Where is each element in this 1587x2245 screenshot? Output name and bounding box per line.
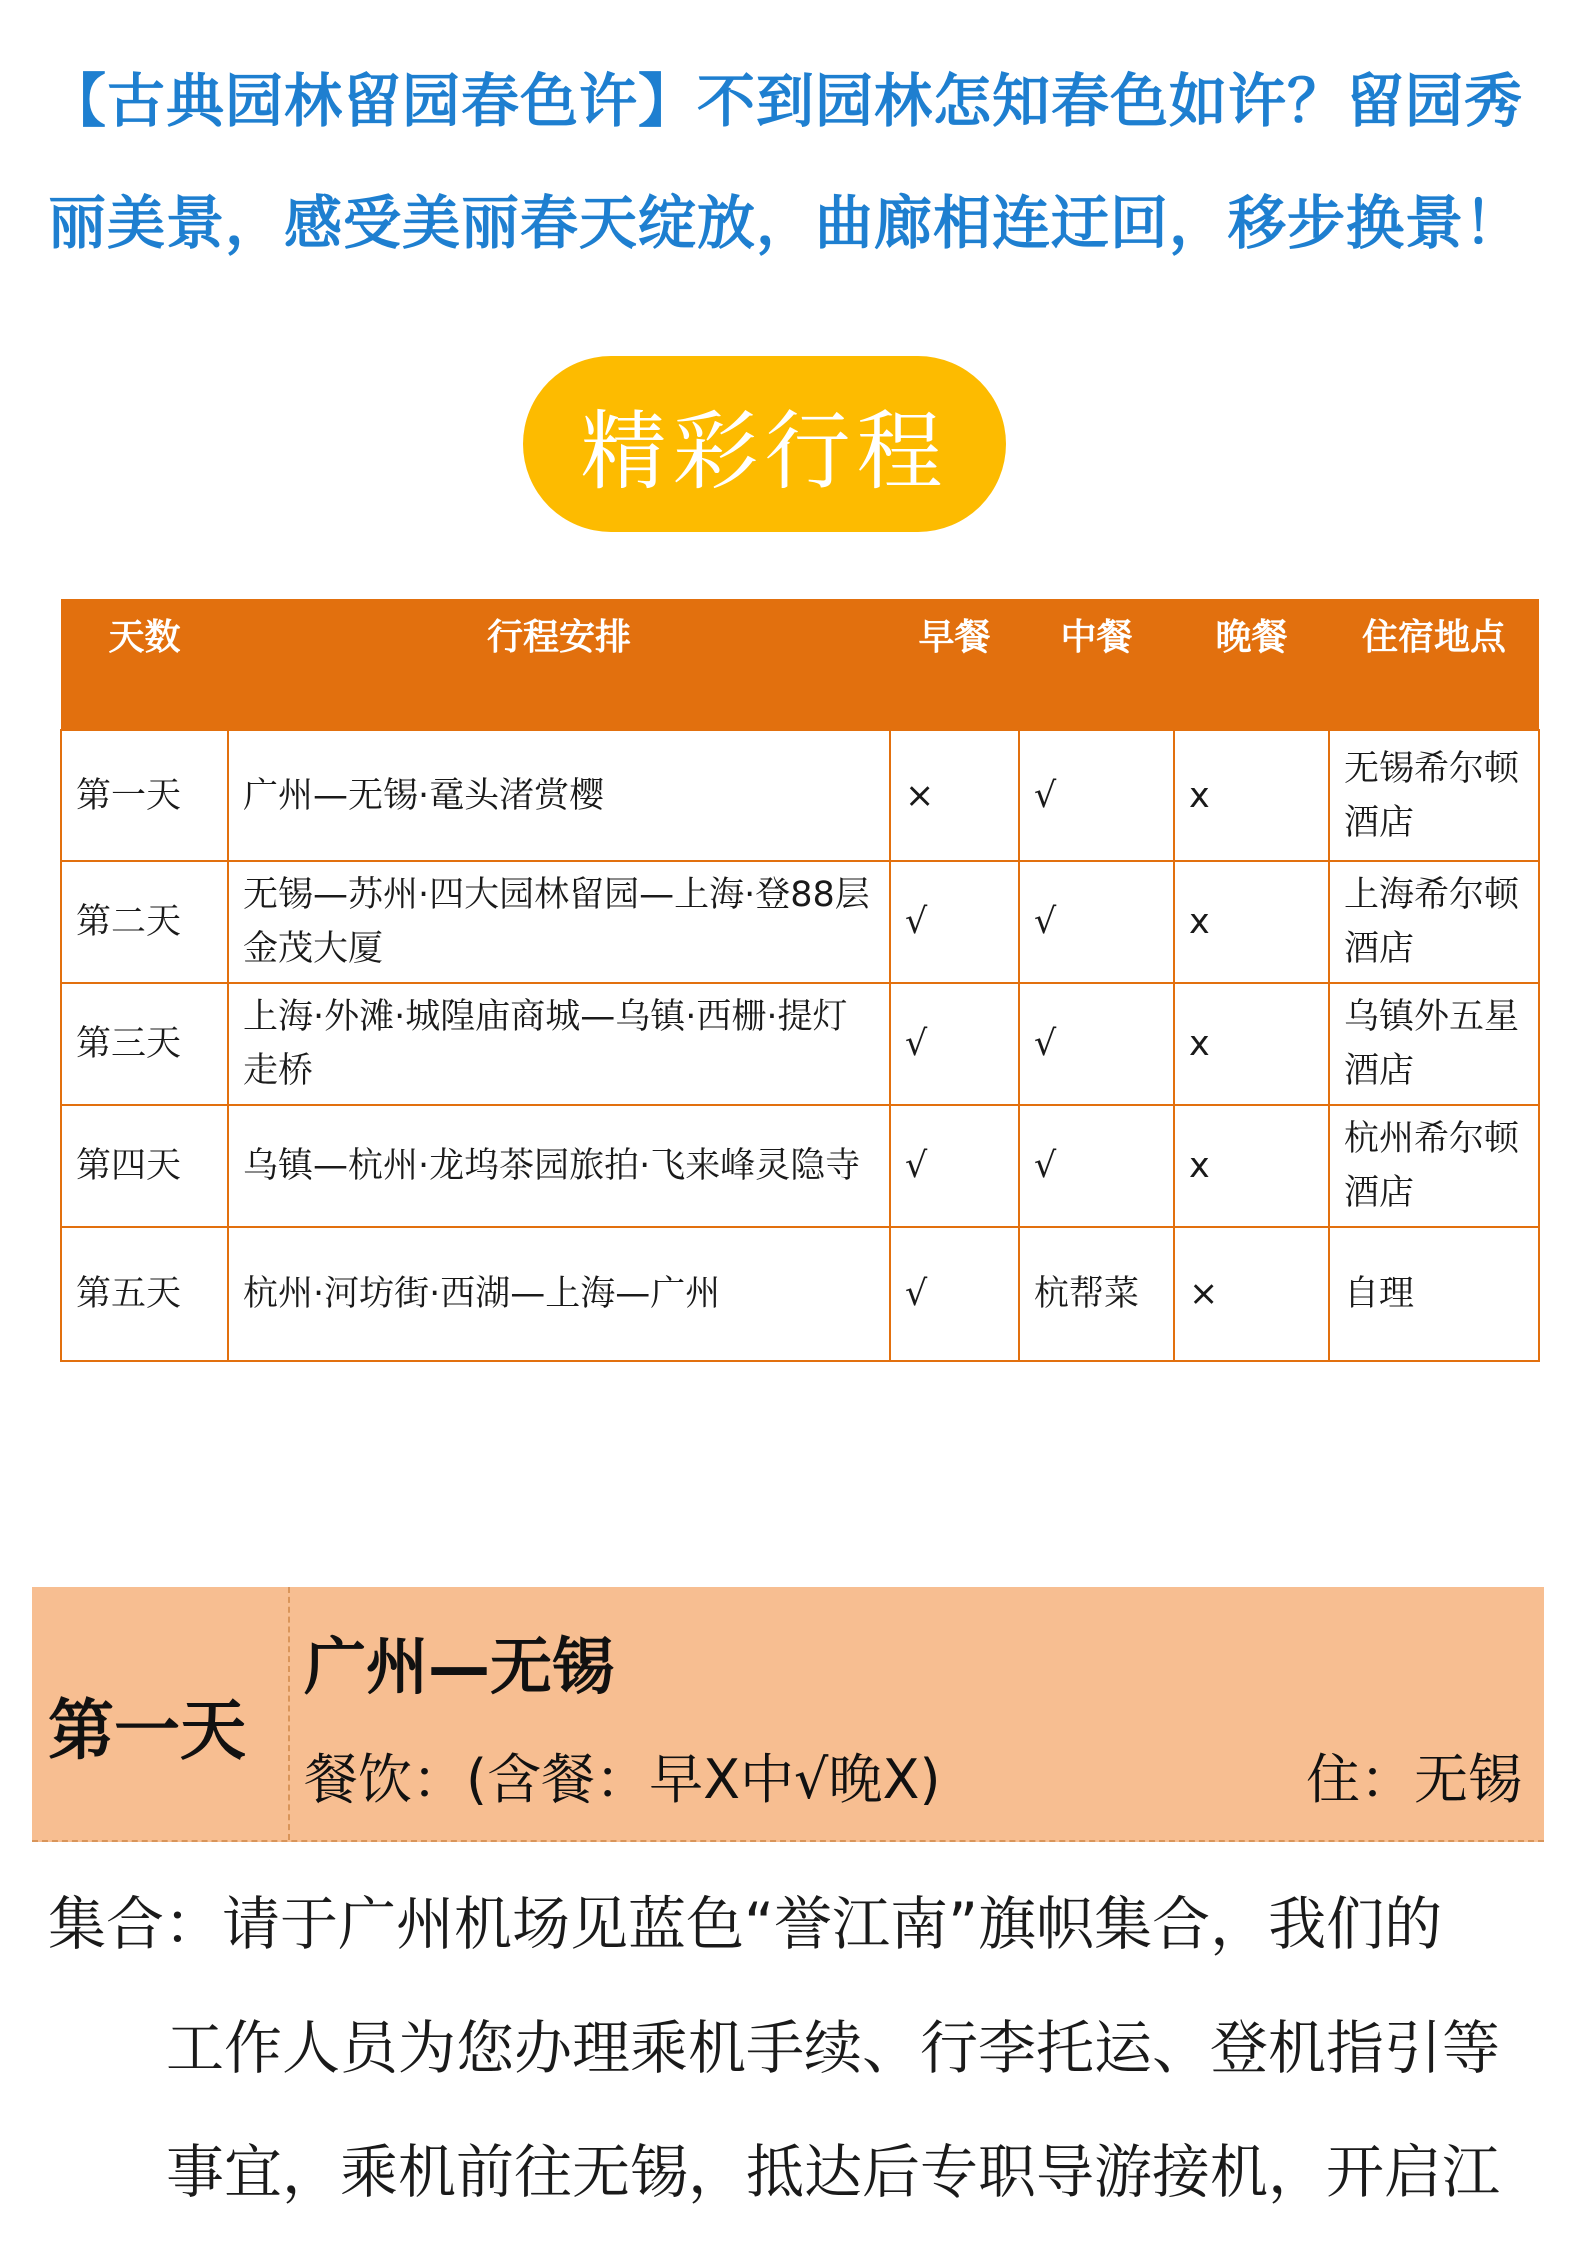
cell-route: 杭州·河坊街·西湖—上海—广州: [228, 1227, 890, 1361]
cell-breakfast: √: [890, 1227, 1019, 1361]
cell-lunch: √: [1019, 1105, 1174, 1227]
cell-breakfast: √: [890, 1105, 1019, 1227]
day1-label: 第一天: [48, 1692, 246, 1769]
day1-header-band: [32, 1587, 1544, 1842]
table-row: [61, 983, 1539, 1105]
cell-dinner: x: [1174, 730, 1329, 861]
headline: [48, 40, 1558, 284]
headline-line-1: 【古典园林留园春色许】不到园林怎知春色如许？留园秀: [48, 67, 1524, 135]
table-row: [61, 1227, 1539, 1361]
cell-lunch: 杭帮菜: [1019, 1227, 1174, 1361]
itinerary-table: [60, 599, 1540, 1362]
section-title: 精彩行程: [580, 402, 949, 502]
cell-hotel: 乌镇外五星酒店: [1329, 983, 1539, 1105]
cell-lunch: √: [1019, 730, 1174, 861]
cell-hotel: 上海希尔顿酒店: [1329, 861, 1539, 983]
cell-breakfast: √: [890, 983, 1019, 1105]
cell-breakfast: √: [890, 861, 1019, 983]
cell-hotel: 杭州希尔顿酒店: [1329, 1105, 1539, 1227]
day1-stay: 住：无锡: [1306, 1748, 1522, 1811]
cell-day: 第四天: [61, 1105, 228, 1227]
cell-day: 第三天: [61, 983, 228, 1105]
header-breakfast: 早餐: [890, 599, 1019, 730]
header-route: 行程安排: [228, 599, 890, 730]
cell-route: 乌镇—杭州·龙坞茶园旅拍·飞来峰灵隐寺: [228, 1105, 890, 1227]
day1-route: 广州—无锡: [304, 1630, 615, 1703]
cell-day: 第一天: [61, 730, 228, 861]
description-line-3: 事宜，乘机前往无锡，抵达后专职导游接机，开启江: [166, 2138, 1501, 2206]
description-line-1: 集合：请于广州机场见蓝色“誉江南”旗帜集合，我们的: [48, 1890, 1443, 1958]
section-title-badge: [523, 356, 1006, 532]
band-divider: [288, 1587, 290, 1840]
table-row: [61, 730, 1539, 861]
day1-description: [48, 1862, 1558, 2234]
cell-dinner: ×: [1174, 1227, 1329, 1361]
header-lunch: 中餐: [1019, 599, 1174, 730]
cell-day: 第二天: [61, 861, 228, 983]
header-dinner: 晚餐: [1174, 599, 1329, 730]
headline-line-2: 丽美景，感受美丽春天绽放，曲廊相连迂回，移步换景！: [48, 189, 1524, 257]
description-line-2: 工作人员为您办理乘机手续、行李托运、登机指引等: [166, 2014, 1501, 2082]
cell-route: 无锡—苏州·四大园林留园—上海·登88层金茂大厦: [228, 861, 890, 983]
cell-hotel: 自理: [1329, 1227, 1539, 1361]
table-row: [61, 1105, 1539, 1227]
table-header-row: [61, 599, 1539, 730]
header-hotel: 住宿地点: [1329, 599, 1539, 730]
cell-hotel: 无锡希尔顿酒店: [1329, 730, 1539, 861]
cell-route: 上海·外滩·城隍庙商城—乌镇·西栅·提灯走桥: [228, 983, 890, 1105]
cell-route: 广州—无锡·鼋头渚赏樱: [228, 730, 890, 861]
cell-breakfast: ×: [890, 730, 1019, 861]
cell-lunch: √: [1019, 861, 1174, 983]
table-row: [61, 861, 1539, 983]
cell-dinner: x: [1174, 1105, 1329, 1227]
cell-lunch: √: [1019, 983, 1174, 1105]
cell-dinner: x: [1174, 861, 1329, 983]
cell-dinner: x: [1174, 983, 1329, 1105]
header-day: 天数: [61, 599, 228, 730]
day1-meals: 餐饮：(含餐：早X中√晚X): [304, 1748, 941, 1811]
cell-day: 第五天: [61, 1227, 228, 1361]
